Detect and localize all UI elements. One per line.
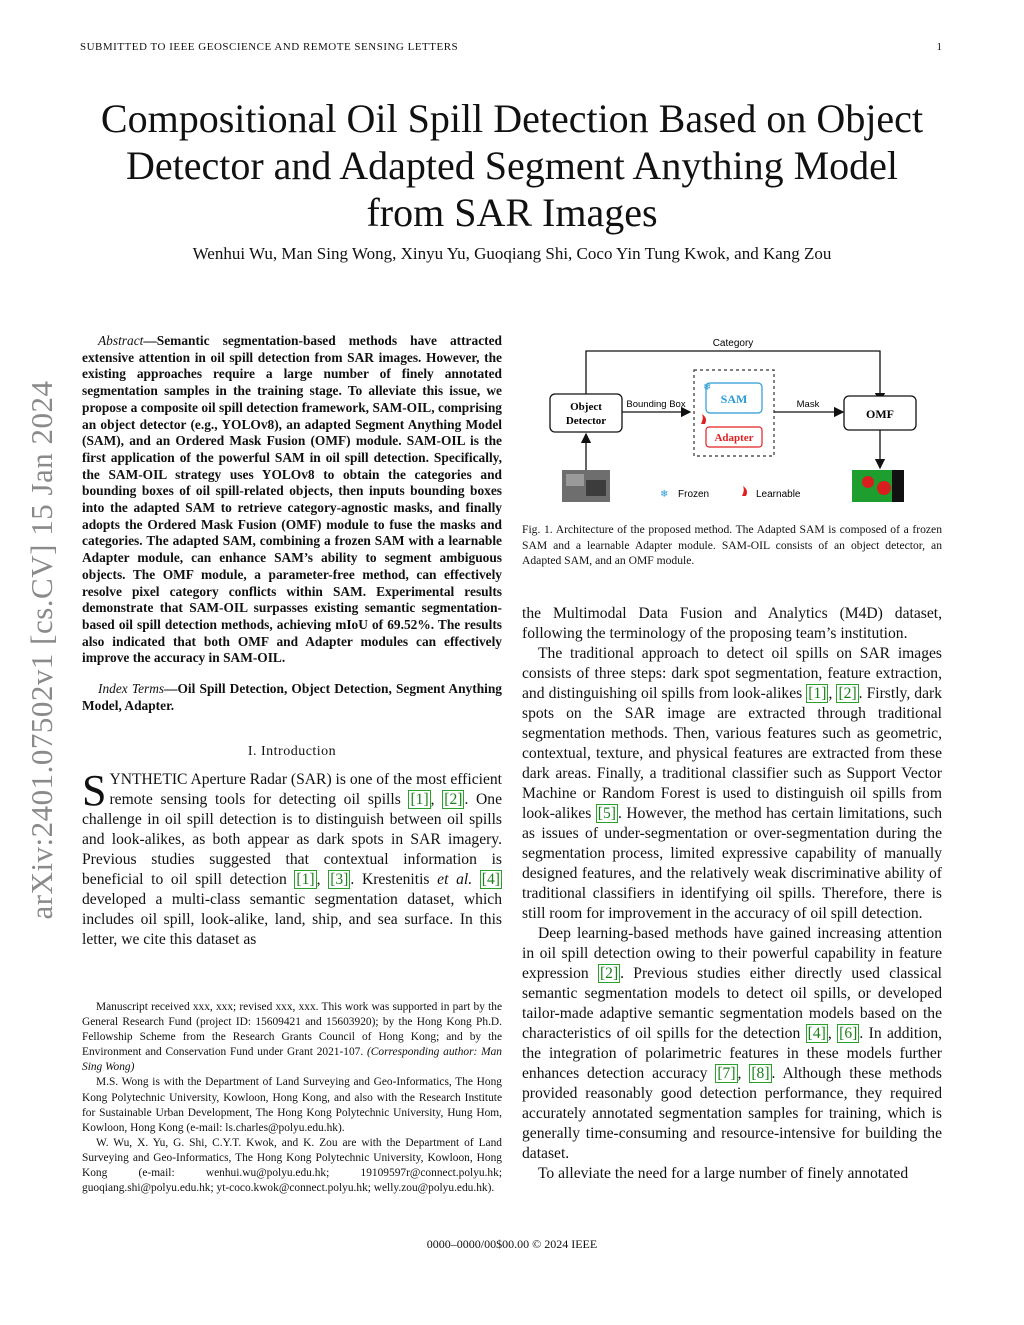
- drop-cap: S: [82, 766, 107, 816]
- intro-text: YNTHETIC Aperture Radar (SAR) is one of the most efficient remote sensing tools for detecting oil spills: [109, 771, 502, 809]
- object-detector-label: Detector: [565, 415, 607, 427]
- body-text: Deep learning-based methods have gained increasing attention in oil spill detection owing to their powerful capability in feature expression: [522, 925, 942, 982]
- intro-text: . One challenge in oil spill detection is to distinguish between oil spills and look-alikes, as both appear as dark spots in SAR imagery. Previous studies suggested that contextual information is beneficial to oil spill detection: [82, 791, 503, 889]
- abstract-text: Semantic segmentation-based methods have attracted extensive attention in oil spill detection from SAR images. However, the existing approaches require a large number of finely annotated segmentation samples in the training stage. To alleviate this issue, we propose a composite oil spill detection framework, SAM-OIL, comprising an object detector (e.g., YOLOv8), an adapted Segment Anything Model (SAM), and an Ordered Mask Fusion (OMF) module. SAM-OIL is the first application of the powerful SAM in oil spill detection. Specifically, the SAM-OIL strategy uses YOLOv8 to obtain the categories and bounding boxes of oil spill-related objects, then inputs bounding boxes into the adapted SAM to retrieve category-agnostic masks, and finally adopts the Ordered Mask Fusion (OMF) module to fuse the masks and categories. The adapted SAM, combining a frozen SAM with a learnable Adapter module, can enhance SAM’s ability to segment ambiguous objects. The OMF module, a parameter-free method, can effectively resolve pixel category conflicts within SAM. Experimental results demonstrate that SAM-OIL surpasses existing semantic segmentation-based oil spill detection methods, achieving mIoU of 69.52%. The results also indicated that both OMF and Adapter modules can effectively improve the accuracy in SAM-OIL.: [82, 333, 502, 666]
- body-text: ,: [828, 685, 837, 702]
- citation-link[interactable]: [2]: [599, 965, 619, 982]
- index-terms-text: Oil Spill Detection, Object Detection, Segment Anything Model, Adapter.: [82, 681, 503, 713]
- right-column: [522, 604, 942, 1184]
- citation-link[interactable]: [4]: [807, 1025, 826, 1042]
- intro-text: . Krestenitis: [350, 871, 438, 889]
- citation-link[interactable]: [1]: [296, 871, 315, 889]
- right-paragraph: the Multimodal Data Fusion and Analytics (M4D) dataset, following the terminology of the proposing team’s institution.: [522, 605, 942, 642]
- page-number: 1: [936, 41, 942, 53]
- citation-link[interactable]: [5]: [597, 805, 616, 822]
- paper-title: [70, 95, 954, 236]
- body-text: . Although these methods provided reasonably good detection performance, they required accurately annotated segmentation samples for training, which is generally time-consuming and resource-intensive for building the dataset.: [522, 1065, 943, 1162]
- index-terms-label: Index Terms: [98, 681, 165, 697]
- output-mask-land: [892, 470, 904, 502]
- body-text: . In addition, the integration of polarimetric features in these models further enhances detection accuracy: [522, 1025, 943, 1082]
- right-paragraph: [522, 924, 942, 1164]
- footnote-funding: [82, 1000, 502, 1075]
- citation-link[interactable]: [2]: [838, 685, 857, 702]
- body-text: ,: [737, 1065, 750, 1082]
- footnote-text: Manuscript received xxx, xxx; revised xxx, xxx. This work was supported in part by the General Research Fund (project ID: 15609421 and 15603920); by the Hong Kong Ph.D. Fellowship Scheme from the Research Grants Council of Hong Kong; and by the Environment and Conservation Fund under Grant 2021-107.: [82, 1001, 502, 1059]
- citation-link[interactable]: [1]: [808, 685, 827, 702]
- category-label: Category: [712, 338, 754, 349]
- flame-icon: [742, 486, 747, 496]
- sar-texture: [566, 474, 584, 486]
- index-terms: [82, 681, 502, 714]
- legend-frozen-label: Frozen: [678, 489, 710, 500]
- architecture-figure: [540, 330, 940, 510]
- intro-text: [472, 871, 480, 888]
- author-list: Wenhui Wu, Man Sing Wong, Xinyu Yu, Guoqiang Shi, Coco Yin Tung Kwok, and Kang Zou: [192, 244, 832, 263]
- right-paragraph: [522, 644, 942, 924]
- legend-learnable-label: Learnable: [756, 489, 801, 500]
- intro-text: developed a multi-class semantic segmentation dataset, which includes oil spill, look-alike, land, ship, and sea surface. In this letter, we cite this dataset as: [82, 891, 502, 949]
- body-text: . However, the method has certain limitations, such as issues of under-segmentation or over-segmentation during the segmentation process, limited expressive capability of manually designed features, and the relatively weak discriminative ability of traditional classifiers in identifying oil spills. Therefore, there is still room for improvement in the accuracy of oil spill detection.: [522, 805, 942, 922]
- adapter-label: Adapter: [714, 432, 754, 444]
- figure-caption: Fig. 1. Architecture of the proposed method. The Adapted SAM is composed of a frozen SAM and a learnable Adapter module. SAM-OIL consists of an object detector, an Adapted SAM, and an OMF module.: [522, 523, 942, 567]
- footnote-affiliation: W. Wu, X. Yu, G. Shi, C.Y.T. Kwok, and K. Zou are with the Department of Land Surveying and Geo-Informatics, The Hong Kong Polytechnic University, Kowloon, Hong Kong (e-mail: wenhui.wu@polyu.edu.hk; 19109597r@connect.polyu.hk; guoqiang.shi@polyu.edu.hk; yt-coco.kwok@connect.polyu.hk; welly.zou@polyu.edu.hk).: [82, 1136, 502, 1195]
- sar-texture: [586, 480, 606, 496]
- citation-link[interactable]: [4]: [481, 871, 500, 889]
- title-line: from SAR Images: [366, 190, 658, 235]
- body-text: . Previous studies either directly used classical semantic segmentation models to detect oil spills, or developed tailor-made adaptive semantic segmentation models based on the characteristics of oil spills for the detection: [522, 965, 942, 1042]
- corresponding-author: (Corresponding author: Man Sing Wong): [82, 1046, 502, 1074]
- right-paragraph: To alleviate the need for a large number of finely annotated: [538, 1165, 909, 1182]
- citation-link[interactable]: [3]: [330, 871, 349, 889]
- section-heading-introduction: I. Introduction: [247, 744, 337, 760]
- output-mask-blob: [877, 481, 891, 495]
- intro-text: ,: [316, 871, 329, 889]
- running-head: SUBMITTED TO IEEE GEOSCIENCE AND REMOTE SENSING LETTERS: [80, 41, 459, 53]
- object-detector-label: Object: [570, 401, 602, 413]
- bounding-box-label: Bounding Box: [626, 399, 686, 410]
- body-text: ,: [827, 1025, 838, 1042]
- footnote-affiliation: M.S. Wong is with the Department of Land Surveying and Geo-Informatics, The Hong Kong Polytechnic University, Kowloon, Hong Kong, and also with the Research Institute for Sustainable Urban Development, The Hong Kong Polytechnic University, Hung Hom, Kowloon, Hong Kong (e-mail: ls.charles@polyu.edu.hk).: [82, 1076, 502, 1134]
- page-footer: 0000–0000/00$00.00 © 2024 IEEE: [426, 1237, 598, 1251]
- arxiv-stamp: [12, 360, 72, 940]
- index-terms-dash: —: [164, 681, 178, 697]
- footnotes: [82, 1000, 502, 1196]
- left-column: [82, 333, 502, 950]
- snowflake-icon: ❄: [703, 382, 712, 393]
- sam-label: SAM: [720, 392, 748, 406]
- arxiv-stamp-text: arXiv:2401.07502v1 [cs.CV] 15 Jan 2024: [24, 380, 59, 920]
- snowflake-icon: ❄: [660, 489, 669, 500]
- body-text: . Firstly, dark spots on the SAR image are extracted through traditional segmentation methods. Then, various features such as geometric, contextual, texture, and physical features are extracted from these dark areas. Finally, a traditional classifier such as Support Vector Machine or Random Forest is used to distinguish oil spills from look-alikes: [522, 685, 942, 822]
- abstract: [82, 333, 502, 667]
- abstract-dash: —: [143, 333, 157, 348]
- et-al: et al.: [437, 871, 473, 889]
- abstract-label: Abstract: [98, 333, 144, 348]
- title-line: Detector and Adapted Segment Anything Model: [125, 143, 899, 188]
- intro-paragraph: [82, 766, 503, 950]
- flame-icon: [701, 414, 706, 424]
- citation-link[interactable]: [6]: [839, 1025, 858, 1042]
- body-text: The traditional approach to detect oil spills on SAR images consists of three steps: dark spot segmentation, feature extraction, and distinguishing oil spills from look-alikes: [522, 645, 942, 702]
- title-line: Compositional Oil Spill Detection Based on Object: [100, 96, 924, 141]
- citation-link[interactable]: [8]: [751, 1065, 770, 1082]
- intro-text: ,: [430, 791, 443, 809]
- omf-label: OMF: [866, 407, 894, 421]
- citation-link[interactable]: [2]: [444, 791, 463, 809]
- citation-link[interactable]: [1]: [410, 791, 429, 809]
- output-mask-blob: [862, 476, 874, 488]
- citation-link[interactable]: [7]: [717, 1065, 736, 1082]
- mask-label: Mask: [796, 399, 820, 410]
